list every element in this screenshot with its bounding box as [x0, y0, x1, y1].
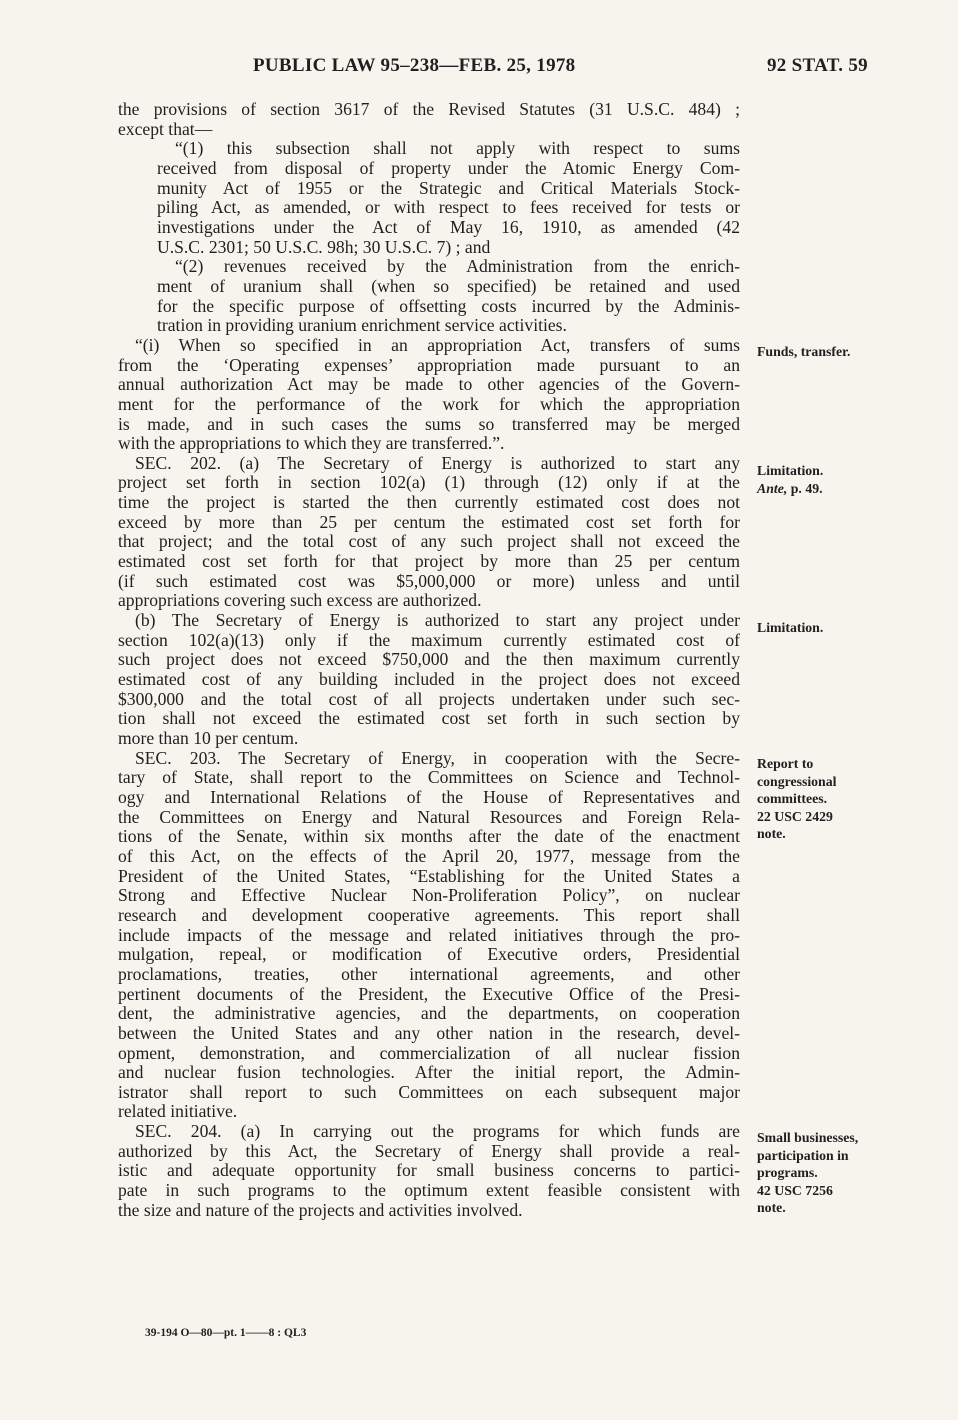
body-line: ment for the performance of the work for which the appropriation	[118, 393, 740, 414]
page-header-title: PUBLIC LAW 95–238—FEB. 25, 1978	[253, 55, 576, 76]
margin-note-line: Limitation.	[757, 463, 824, 478]
body-line: ment of uranium shall (when so specified) be retained and used	[157, 275, 740, 296]
ante-page: p. 49.	[790, 480, 823, 496]
body-line: the size and nature of the projects and activities involved.	[118, 1199, 523, 1220]
section-203-heading-line: SEC. 203. The Secretary of Energy, in cooperation with the Secre-	[135, 747, 740, 768]
margin-note-line: participation in	[757, 1147, 849, 1163]
margin-note-small-business	[757, 1129, 917, 1217]
margin-note-line: programs.	[757, 1165, 818, 1180]
body-line: from the ‘Operating expenses’ appropriation made pursuant to an	[118, 354, 740, 375]
body-line: pate in such programs to the optimum extent feasible consistent with	[118, 1180, 740, 1201]
body-line: estimated cost set forth for that project by more than 25 per centum	[118, 551, 740, 572]
body-line: of this Act, on the effects of the April 20, 1977, message from the	[118, 845, 740, 866]
body-line: tion shall not exceed the estimated cost set forth in such section by	[118, 708, 740, 729]
page-header-stat-citation: 92 STAT. 59	[767, 55, 868, 76]
body-line: President of the United States, “Establishing for the United States a	[118, 865, 740, 886]
body-line: annual authorization Act may be made to other agencies of the Govern-	[118, 374, 740, 395]
body-line: the provisions of section 3617 of the Revised Statutes (31 U.S.C. 484) ;	[118, 99, 740, 119]
ante-label: Ante,	[757, 480, 788, 496]
body-line: related initiative.	[118, 1101, 238, 1122]
margin-note-funds-transfer: Funds, transfer.	[757, 344, 851, 359]
margin-note-line: note.	[757, 826, 786, 841]
body-line: opment, demonstration, and commercialization of all nuclear fission	[118, 1042, 740, 1063]
body-line: tions of the Senate, within six months after the date of the enactment	[118, 826, 740, 847]
body-line: research and development cooperative agreements. This report shall	[118, 904, 740, 925]
clause-1-first-line: “(1) this subsection shall not apply with respect to sums	[175, 138, 740, 159]
body-line: proclamations, treaties, other international agreements, and other	[118, 963, 740, 984]
body-line: time the project is started the then currently estimated cost does not	[118, 492, 740, 513]
body-line: authorized by this Act, the Secretary of Energy shall provide a real-	[118, 1140, 740, 1161]
body-line: investigations under the Act of May 16, 1910, as amended (42	[157, 216, 740, 237]
body-line: project set forth in section 102(a) (1) through (12) only if at the	[118, 472, 740, 493]
margin-note-line: Small businesses,	[757, 1130, 859, 1145]
body-line: and nuclear fusion technologies. After the initial report, the Admin-	[118, 1062, 740, 1083]
body-line: include impacts of the message and related initiatives through the pro-	[118, 924, 740, 945]
section-202b-first-line: (b) The Secretary of Energy is authorized to start any project under	[135, 610, 740, 631]
margin-note-limitation-2: Limitation.	[757, 620, 824, 635]
body-line: $300,000 and the total cost of all projects undertaken under such sec-	[118, 688, 740, 709]
footer-print-code: 39-194 O—80—pt. 1——8 : QL3	[145, 1327, 307, 1339]
statute-body	[118, 100, 740, 1220]
body-line: more than 10 per centum.	[118, 728, 299, 748]
body-line: the Committees on Energy and Natural Resources and Foreign Rela-	[118, 806, 740, 827]
body-line: received from disposal of property under the Atomic Energy Com-	[157, 157, 740, 178]
body-line: for the specific purpose of offsetting costs incurred by the Adminis-	[157, 295, 740, 316]
body-line: ogy and International Relations of the House of Representatives and	[118, 786, 740, 807]
body-line: that project; and the total cost of any such project shall not exceed the	[118, 531, 740, 552]
subsection-i-first-line: “(i) When so specified in an appropriation Act, transfers of sums	[135, 334, 740, 355]
body-line: U.S.C. 2301; 50 U.S.C. 98h; 30 U.S.C. 7) ; and	[157, 236, 491, 257]
body-line: between the United States and any other nation in the research, devel-	[118, 1022, 740, 1043]
body-line: tration in providing uranium enrichment service activities.	[157, 315, 567, 336]
body-line: except that—	[118, 118, 213, 139]
body-line: mulgation, repeal, or modification of Executive orders, Presidential	[118, 944, 740, 965]
margin-note-line: Report to	[757, 756, 814, 771]
body-line: estimated cost of any building included in the project does not exceed	[118, 669, 740, 690]
margin-note-limitation-1	[757, 462, 917, 497]
body-line: is made, and in such cases the sums so transferred may be merged	[118, 413, 740, 434]
body-line: such project does not exceed $750,000 and the then maximum currently	[118, 649, 740, 670]
body-line: dent, the administrative agencies, and the departments, on cooperation	[118, 1003, 740, 1024]
margin-note-line: note.	[757, 1200, 786, 1215]
body-line: istrator shall report to such Committees on each subsequent major	[118, 1081, 740, 1102]
body-line: piling Act, as amended, or with respect to fees received for tests or	[157, 197, 740, 218]
body-line: pertinent documents of the President, the Executive Office of the Presi-	[118, 983, 740, 1004]
section-204-heading-line: SEC. 204. (a) In carrying out the programs for which funds are	[135, 1121, 740, 1142]
section-202-heading-line: SEC. 202. (a) The Secretary of Energy is authorized to start any	[135, 452, 740, 473]
body-line: istic and adequate opportunity for small business concerns to partici-	[118, 1160, 740, 1181]
body-line: appropriations covering such excess are authorized.	[118, 590, 482, 611]
clause-2-first-line: “(2) revenues received by the Administration from the enrich-	[175, 256, 740, 277]
margin-note-ante-reference	[757, 480, 917, 498]
body-line: tary of State, shall report to the Committees on Science and Technol-	[118, 767, 740, 788]
margin-note-line: congressional	[757, 773, 837, 789]
body-line: Strong and Effective Nuclear Non-Proliferation Policy”, on nuclear	[118, 885, 740, 906]
body-line: munity Act of 1955 or the Strategic and Critical Materials Stock-	[157, 177, 740, 198]
margin-note-line: committees.	[757, 791, 828, 806]
margin-note-line: 22 USC 2429	[757, 808, 833, 824]
body-line: (if such estimated cost was $5,000,000 or more) unless and until	[118, 570, 740, 591]
body-line: exceed by more than 25 per centum the estimated cost set forth for	[118, 511, 740, 532]
body-line: with the appropriations to which they are transferred.”.	[118, 433, 505, 454]
margin-note-line: 42 USC 7256	[757, 1182, 833, 1198]
body-line: section 102(a)(13) only if the maximum currently estimated cost of	[118, 629, 740, 650]
margin-note-report	[757, 755, 917, 843]
